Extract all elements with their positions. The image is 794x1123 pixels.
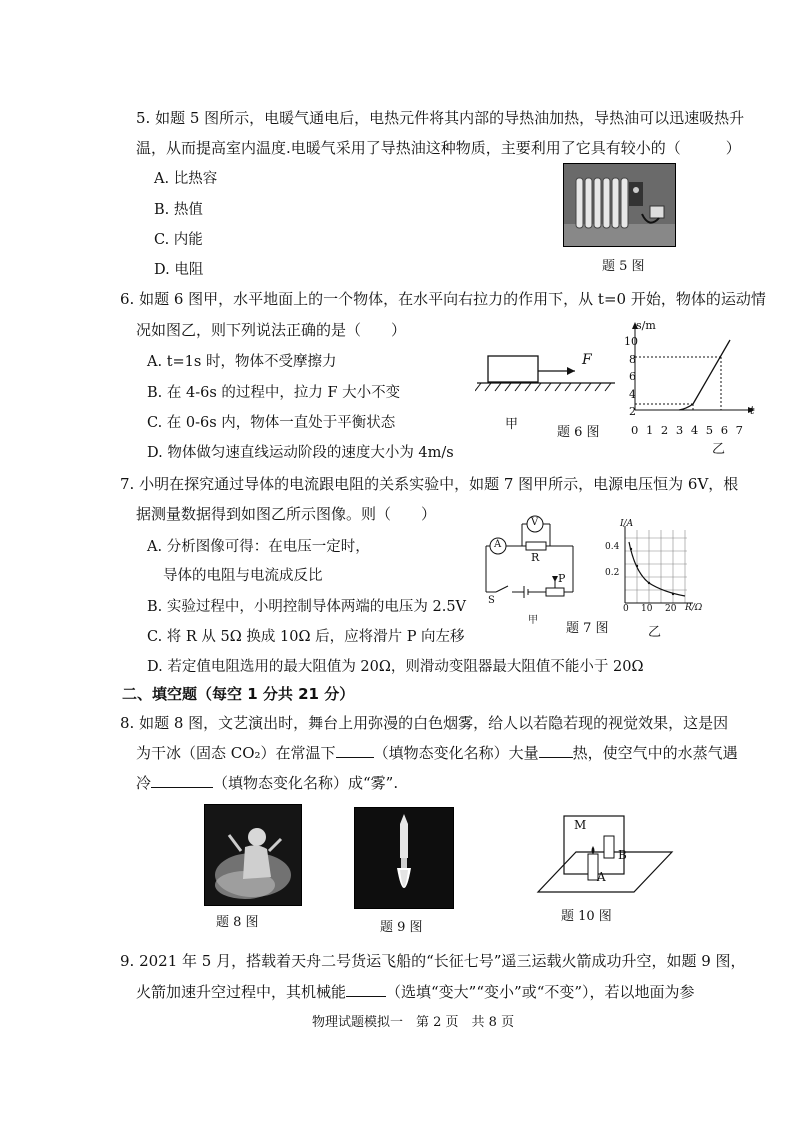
q5-option-c: C. 内能 <box>154 232 203 248</box>
q8-text-e: （填物态变化名称）成“雾”. <box>213 774 399 792</box>
switch-label: S <box>488 595 495 606</box>
q6-caption: 题 6 图 <box>557 425 600 440</box>
q8-text-c: 热，使空气中的水蒸气遇 <box>572 744 738 762</box>
q7-line2: 据测量数据得到如图乙所示图像。则（ ） <box>136 505 437 523</box>
q6-yi-label: 乙 <box>712 442 726 457</box>
q8-line3 <box>136 773 398 793</box>
q8-text-a: 为干冰（固态 CO₂）在常温下 <box>136 744 336 762</box>
q5-option-b: B. 热值 <box>154 202 203 218</box>
rocket-launch-image <box>355 808 453 908</box>
q7-xtick-1: 10 <box>641 604 653 614</box>
q7-xtick-0: 0 <box>623 604 629 614</box>
q5-option-a: A. 比热容 <box>154 171 218 187</box>
blank-4 <box>346 982 386 997</box>
fig10-a-label: A <box>597 870 606 884</box>
fig10-diagram <box>536 810 676 900</box>
q6-block-figure <box>475 348 620 408</box>
q9-line1: 9. 2021 年 5 月，搭载着天舟二号货运飞船的“长征七号”遥三运载火箭成功升空，如题 9 图， <box>120 952 746 970</box>
flame-icon <box>592 846 595 854</box>
ytick: 8 <box>629 352 636 366</box>
xtick: 2 <box>660 423 669 437</box>
ytick: 10 <box>624 335 638 348</box>
q8-text-d: 冷 <box>136 774 152 792</box>
q6-ylabel: s/m <box>636 319 656 332</box>
q7-option-c: C. 将 R 从 5Ω 换成 10Ω 后，应将滑片 P 向左移 <box>147 629 465 645</box>
fig10-m-label: M <box>574 818 587 832</box>
q7-ir-graph <box>615 520 700 610</box>
q6-xticks <box>631 423 743 437</box>
q9-text-b: （选填“变大”“变小”或“不变”），若以地面为参 <box>386 983 695 1001</box>
ir-curve <box>629 542 685 596</box>
dashed-guides <box>635 357 721 410</box>
q6-xlabel: t <box>750 404 755 417</box>
candle-b <box>604 836 614 858</box>
arrow-head-icon <box>567 367 575 375</box>
q8-text-b: （填物态变化名称）大量 <box>373 744 539 762</box>
q7-option-b: B. 实验过程中，小明控制导体两端的电压为 2.5V <box>147 599 467 615</box>
q7-ytick-0: 0.4 <box>605 542 620 552</box>
section-heading: 二、填空题（每空 1 分共 21 分） <box>122 685 355 703</box>
blank-2 <box>539 743 573 758</box>
q9-text-a: 火箭加速升空过程中，其机械能 <box>136 983 347 1001</box>
fig9-caption: 题 9 图 <box>380 920 423 935</box>
data-points <box>630 548 674 595</box>
q7-jia-label: 甲 <box>528 615 538 626</box>
xtick: 3 <box>675 423 684 437</box>
q5-line1: 5. 如题 5 图所示，电暖气通电后，电热元件将其内部的导热油加热，导热油可以迅速吸热升 <box>136 109 745 127</box>
fig8-caption: 题 8 图 <box>216 915 259 930</box>
ytick: 6 <box>629 370 636 383</box>
q6-line1: 6. 如题 6 图甲，水平地面上的一个物体，在水平向右拉力的作用下，从 t=0 开始，物体的运动情 <box>120 290 766 308</box>
q6-yticks <box>624 333 636 421</box>
ground-hatch <box>475 383 611 391</box>
block <box>488 356 538 382</box>
q6-option-a: A. t=1s 时，物体不受摩擦力 <box>147 354 337 370</box>
slider-label: P <box>558 572 566 585</box>
q6-option-c: C. 在 0-6s 内，物体一直处于平衡状态 <box>147 415 396 431</box>
q6-st-graph <box>620 318 760 423</box>
stage-performance-image <box>205 805 301 905</box>
voltmeter-label: V <box>531 517 539 528</box>
resistor-label: R <box>531 551 540 564</box>
q7-ylabel: I/A <box>620 519 634 529</box>
graph-grid <box>625 530 687 603</box>
ytick: 2 <box>629 405 636 418</box>
q8-line1: 8. 如题 8 图，文艺演出时，舞台上用弥漫的白色烟雾，给人以若隐若现的视觉效果，这是因 <box>120 714 729 732</box>
q7-caption: 题 7 图 <box>566 621 609 636</box>
q7-xtick-2: 20 <box>665 604 677 614</box>
q7-yi-label: 乙 <box>648 625 662 640</box>
fig9-photo <box>354 807 454 909</box>
q7-xlabel: R/Ω <box>685 603 703 613</box>
q7-option-d: D. 若定值电阻选用的最大阻值为 20Ω，则滑动变阻器最大阻值不能小于 20Ω <box>147 659 644 675</box>
s-t-curve <box>679 340 730 410</box>
q9-line2 <box>136 982 695 1002</box>
xtick: 0 <box>631 423 639 437</box>
ammeter-label: A <box>494 539 502 550</box>
blank-3 <box>151 773 213 788</box>
xtick: 4 <box>690 423 699 437</box>
q6-jia-label: 甲 <box>505 417 519 432</box>
xtick: 6 <box>720 423 729 437</box>
page-footer: 物理试题模拟一 第 2 页 共 8 页 <box>312 1015 515 1030</box>
blank-1 <box>336 743 374 758</box>
q5-option-d: D. 电阻 <box>154 262 204 278</box>
q6-option-b: B. 在 4-6s 的过程中，拉力 F 大小不变 <box>147 385 401 401</box>
fig8-photo <box>204 804 302 906</box>
force-label: F <box>582 352 592 368</box>
q7-ytick-1: 0.2 <box>605 568 620 578</box>
xtick: 7 <box>735 423 743 437</box>
q7-option-a: A. 分析图像可得：在电压一定时， <box>147 539 370 555</box>
q6-line2: 况如图乙，则下列说法正确的是（ ） <box>136 321 407 339</box>
ytick: 4 <box>629 387 636 401</box>
q7-option-a-cont: 导体的电阻与电流成反比 <box>163 568 323 584</box>
xtick: 5 <box>705 423 714 437</box>
q5-caption: 题 5 图 <box>602 259 645 274</box>
fig10-caption: 题 10 图 <box>561 909 612 924</box>
q8-line2 <box>136 743 738 763</box>
q6-option-d: D. 物体做匀速直线运动阶段的速度大小为 4m/s <box>147 445 454 461</box>
heater-photo <box>563 163 676 247</box>
q5-line2: 温，从而提高室内温度.电暖气采用了导热油这种物质，主要利用了它具有较小的（ ） <box>136 139 741 157</box>
fig10-b-label: B <box>618 848 627 862</box>
xtick: 1 <box>645 423 654 437</box>
oil-heater-image <box>564 164 675 246</box>
q7-line1: 7. 小明在探究通过导体的电流跟电阻的关系实验中，如题 7 图甲所示，电源电压恒为 6V，根 <box>120 475 739 493</box>
